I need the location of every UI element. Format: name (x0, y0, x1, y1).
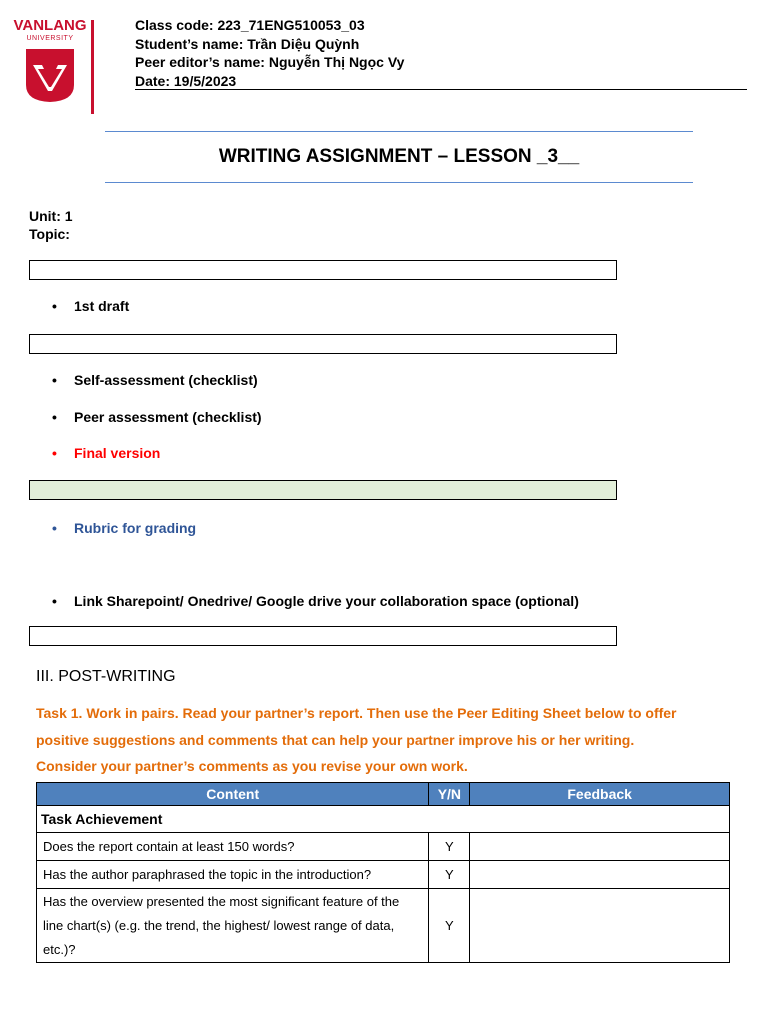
task1-line3: Consider your partner’s comments as you revise your own work. (36, 758, 468, 774)
draft-box[interactable] (29, 334, 617, 354)
self-assessment-label: Self-assessment (checklist) (74, 372, 258, 388)
draft-label: 1st draft (74, 298, 130, 314)
row-yn[interactable]: Y (429, 833, 470, 861)
student-name: Student’s name: Trần Diệu Quỳnh (135, 35, 360, 52)
row-yn[interactable]: Y (429, 861, 470, 889)
rubric-label: Rubric for grading (74, 520, 197, 536)
row-content: Has the author paraphrased the topic in the introduction? (37, 861, 429, 889)
bullet-self-assessment: • Self-assessment (checklist) (52, 372, 258, 388)
logo-name: VANLANG (13, 17, 87, 34)
header-yn: Y/N (429, 783, 470, 806)
row-content: Does the report contain at least 150 words? (37, 833, 429, 861)
bullet-peer-assessment: • Peer assessment (checklist) (52, 409, 262, 425)
title-rule-bottom (105, 182, 693, 183)
logo-subtitle: UNIVERSITY (26, 35, 74, 42)
task1-line1: Task 1. Work in pairs. Read your partner’s report. Then use the Peer Editing Sheet below to offer (36, 705, 677, 721)
table-row (37, 889, 730, 963)
final-version-box[interactable] (29, 480, 617, 500)
row-content: Has the overview presented the most significant feature of the line chart(s) (e.g. the trend, the highest/ lowest range of data, etc.)? (37, 889, 429, 963)
topic-label: Topic: (29, 226, 70, 242)
link-label: Link Sharepoint/ Onedrive/ Google drive your collaboration space (optional) (74, 593, 579, 609)
unit-topic (29, 207, 73, 243)
bullet-draft: • 1st draft (52, 298, 130, 314)
class-code: Class code: 223_71ENG510053_03 (135, 17, 365, 33)
logo-shield-icon (24, 47, 76, 103)
section-heading: III. POST-WRITING (36, 668, 176, 685)
table-header-row (37, 783, 730, 806)
row-feedback[interactable] (470, 861, 730, 889)
date: Date: 19/5/2023 (135, 72, 237, 89)
page-title: WRITING ASSIGNMENT – LESSON _3__ (218, 146, 580, 167)
unit-label: Unit: 1 (29, 208, 73, 224)
topic-box[interactable] (29, 260, 617, 280)
link-box[interactable] (29, 626, 617, 646)
table-row (37, 861, 730, 889)
peer-editor-name: Peer editor’s name: Nguyễn Thị Ngọc Vy (135, 54, 405, 70)
university-logo (12, 18, 88, 103)
row-yn[interactable]: Y (429, 889, 470, 963)
group-task-achievement: Task Achievement (37, 806, 730, 833)
header-divider-red (91, 20, 94, 114)
header-content: Content (37, 783, 429, 806)
header-feedback: Feedback (470, 783, 730, 806)
table-row (37, 833, 730, 861)
task1-line2: positive suggestions and comments that can help your partner improve his or her writing. (36, 731, 635, 748)
final-version-label: Final version (74, 445, 161, 461)
peer-assessment-label: Peer assessment (checklist) (74, 409, 262, 425)
bullet-link: • Link Sharepoint/ Onedrive/ Google drive your collaboration space (optional) (52, 593, 579, 609)
bullet-rubric: • Rubric for grading (52, 520, 197, 536)
title-rule-top (105, 131, 693, 132)
peer-editing-table (36, 782, 730, 963)
header-info (135, 16, 404, 90)
table-group-row (37, 806, 730, 833)
row-feedback[interactable] (470, 889, 730, 963)
row-feedback[interactable] (470, 833, 730, 861)
header-rule (135, 89, 747, 90)
bullet-final-version: • Final version (52, 445, 161, 461)
task1-instructions (36, 700, 736, 780)
